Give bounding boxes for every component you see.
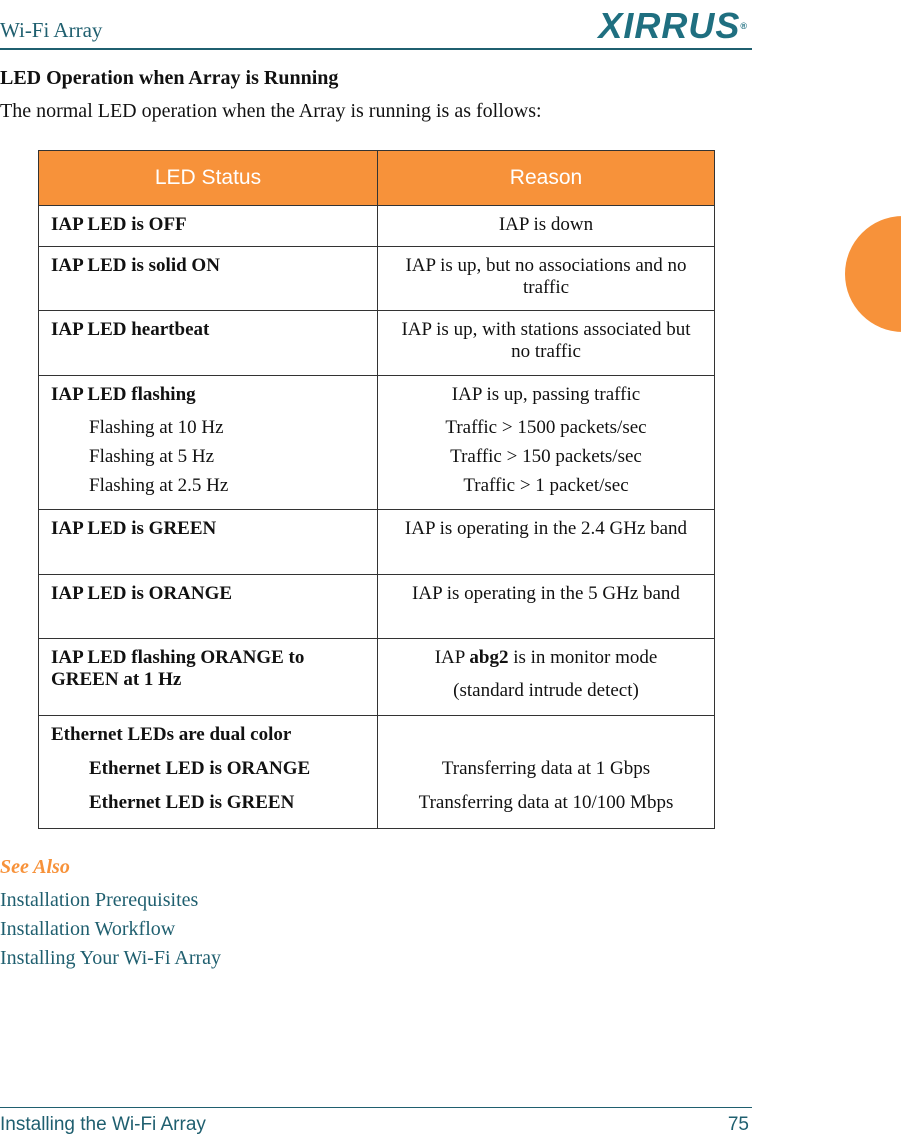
- table-row: [39, 510, 715, 575]
- led-status-cell: [39, 716, 378, 829]
- xirrus-logo: [598, 5, 748, 46]
- table-row: [39, 311, 715, 376]
- reason-detail: (standard intrude detect): [453, 680, 639, 701]
- led-status-cell: [39, 376, 378, 510]
- see-also-links: [0, 886, 221, 973]
- column-header-led-status: LED Status: [39, 151, 378, 206]
- traffic-rate-item: Traffic > 150 packets/sec: [450, 446, 642, 467]
- led-status-cell: IAP LED is GREEN: [39, 510, 378, 575]
- chapter-tab-marker: [845, 216, 901, 332]
- link-installation-prerequisites[interactable]: Installation Prerequisites: [0, 889, 199, 911]
- reason-cell: IAP is operating in the 5 GHz band: [378, 575, 715, 639]
- page-header: [0, 0, 752, 50]
- empty-line: [390, 724, 702, 746]
- flash-rate-item: Flashing at 2.5 Hz: [89, 475, 229, 496]
- reason-cell: IAP is up, with stations associated but no traffic: [378, 311, 715, 376]
- led-status-label: Ethernet LEDs are dual color: [51, 724, 292, 745]
- intro-paragraph: The normal LED operation when the Array is running is as follows:: [0, 100, 542, 122]
- reason-suffix: is in monitor mode: [508, 647, 658, 668]
- reason-cell: [378, 376, 715, 510]
- table-header-row: [39, 151, 715, 206]
- reason-label: [390, 647, 702, 669]
- table-row: [39, 575, 715, 639]
- reason-cell: [378, 639, 715, 716]
- table-row: [39, 206, 715, 247]
- led-status-label: IAP LED flashing: [51, 384, 196, 405]
- table-row: [39, 716, 715, 829]
- led-status-table: [38, 150, 715, 829]
- transfer-rate-item: Transferring data at 1 Gbps: [441, 758, 651, 779]
- reason-cell: IAP is up, but no associations and no traffic: [378, 247, 715, 311]
- traffic-rate-item: Traffic > 1 packet/sec: [463, 475, 629, 496]
- led-status-cell: IAP LED is solid ON: [39, 247, 378, 311]
- flash-rate-item: Flashing at 5 Hz: [89, 446, 215, 467]
- ethernet-led-item: Ethernet LED is ORANGE: [89, 758, 311, 779]
- link-installing-your-wifi-array[interactable]: Installing Your Wi-Fi Array: [0, 947, 222, 969]
- led-status-cell: IAP LED is OFF: [39, 206, 378, 247]
- reason-cell: [378, 716, 715, 829]
- led-status-cell: IAP LED heartbeat: [39, 311, 378, 376]
- registered-mark: ®: [740, 21, 748, 31]
- ethernet-led-item: Ethernet LED is GREEN: [89, 792, 295, 813]
- table-row: [39, 639, 715, 716]
- footer-chapter-title: Installing the Wi-Fi Array: [0, 1114, 206, 1135]
- see-also-heading: See Also: [0, 856, 70, 878]
- radio-name: abg2: [469, 647, 509, 668]
- table-row: [39, 376, 715, 510]
- column-header-reason: Reason: [378, 151, 715, 206]
- transfer-rate-item: Transferring data at 10/100 Mbps: [418, 792, 674, 813]
- flash-rate-item: Flashing at 10 Hz: [89, 417, 224, 438]
- footer-divider: [0, 1107, 752, 1108]
- header-title: Wi-Fi Array: [0, 18, 103, 42]
- traffic-rate-item: Traffic > 1500 packets/sec: [445, 417, 647, 438]
- page-number: 75: [727, 1114, 749, 1135]
- section-title: LED Operation when Array is Running: [0, 67, 339, 89]
- table-row: [39, 247, 715, 311]
- reason-label: IAP is up, passing traffic: [451, 384, 641, 405]
- reason-cell: IAP is down: [378, 206, 715, 247]
- led-status-cell: IAP LED flashing ORANGE to GREEN at 1 Hz: [39, 639, 378, 716]
- logo-text: XIRRUS: [598, 5, 741, 46]
- reason-cell: IAP is operating in the 2.4 GHz band: [378, 510, 715, 575]
- link-installation-workflow[interactable]: Installation Workflow: [0, 918, 176, 940]
- led-status-cell: IAP LED is ORANGE: [39, 575, 378, 639]
- reason-prefix: IAP: [434, 647, 470, 668]
